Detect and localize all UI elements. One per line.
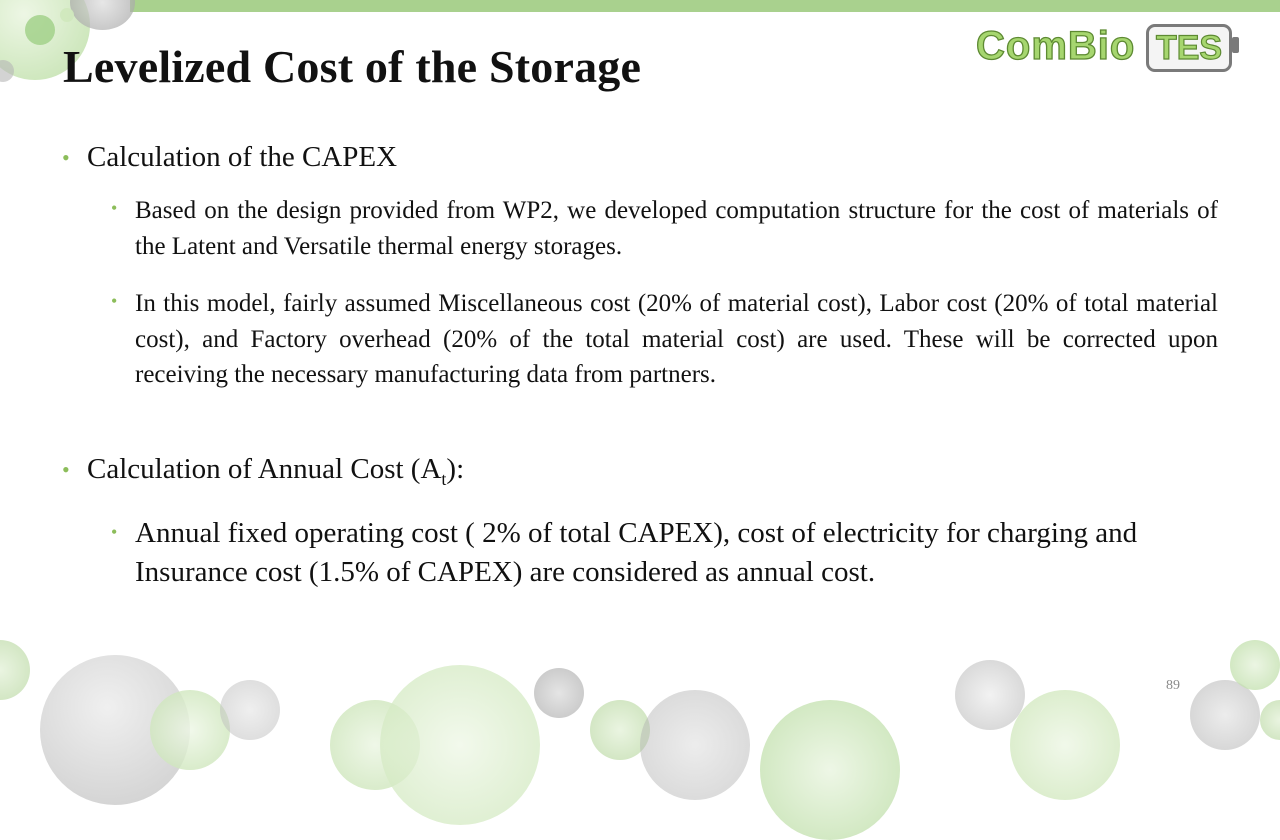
sub-bullet-annual-fixed-text: Annual fixed operating cost ( 2% of total CAPEX), cost of electricity for charging and Insurance cost (1.5% of CAPEX) are considered as annual cost. <box>135 517 1138 588</box>
sub-bullet-dot-icon: • <box>111 291 118 311</box>
logo-text-combio: ComBio <box>976 24 1136 68</box>
bullet-capex <box>62 141 1222 174</box>
combiotes-logo <box>976 22 1266 74</box>
annual-cost-text-main: Calculation of Annual Cost (A <box>87 453 442 485</box>
annual-cost-text-end: ): <box>446 453 465 485</box>
logo-text-tes: TES <box>1155 29 1223 67</box>
page-number: 89 <box>1166 678 1180 693</box>
sub-bullet-model-text: In this model, fairly assumed Miscellaneous cost (20% of material cost), Labor cost (20% of total material cost), and Factory overhead (20% of the total material cost) are used. These will be corrected upon receiving the necessary manufacturing data from partners. <box>135 290 1218 388</box>
logo-battery-terminal <box>1232 37 1239 53</box>
sub-bullet-design <box>111 193 1221 264</box>
bullet-dot-icon: • <box>62 457 70 482</box>
sub-bullet-dot-icon: • <box>111 198 118 218</box>
sub-bullet-design-text: Based on the design provided from WP2, we developed computation structure for the cost of materials of the Latent and Versatile thermal energy storages. <box>135 197 1218 260</box>
sub-bullet-dot-icon: • <box>111 522 118 542</box>
logo-battery-box <box>1146 24 1232 72</box>
sub-bullet-model <box>111 286 1221 393</box>
sub-bullet-annual-fixed <box>111 514 1221 592</box>
bullet-dot-icon: • <box>62 145 70 170</box>
bullet-annual-cost-text <box>87 453 464 490</box>
bullet-capex-text: Calculation of the CAPEX <box>87 141 398 173</box>
annual-cost-subscript: t <box>441 468 447 489</box>
slide-title: Levelized Cost of the Storage <box>63 41 642 92</box>
bullet-annual-cost <box>62 453 1222 490</box>
top-accent-bar <box>130 0 1280 12</box>
